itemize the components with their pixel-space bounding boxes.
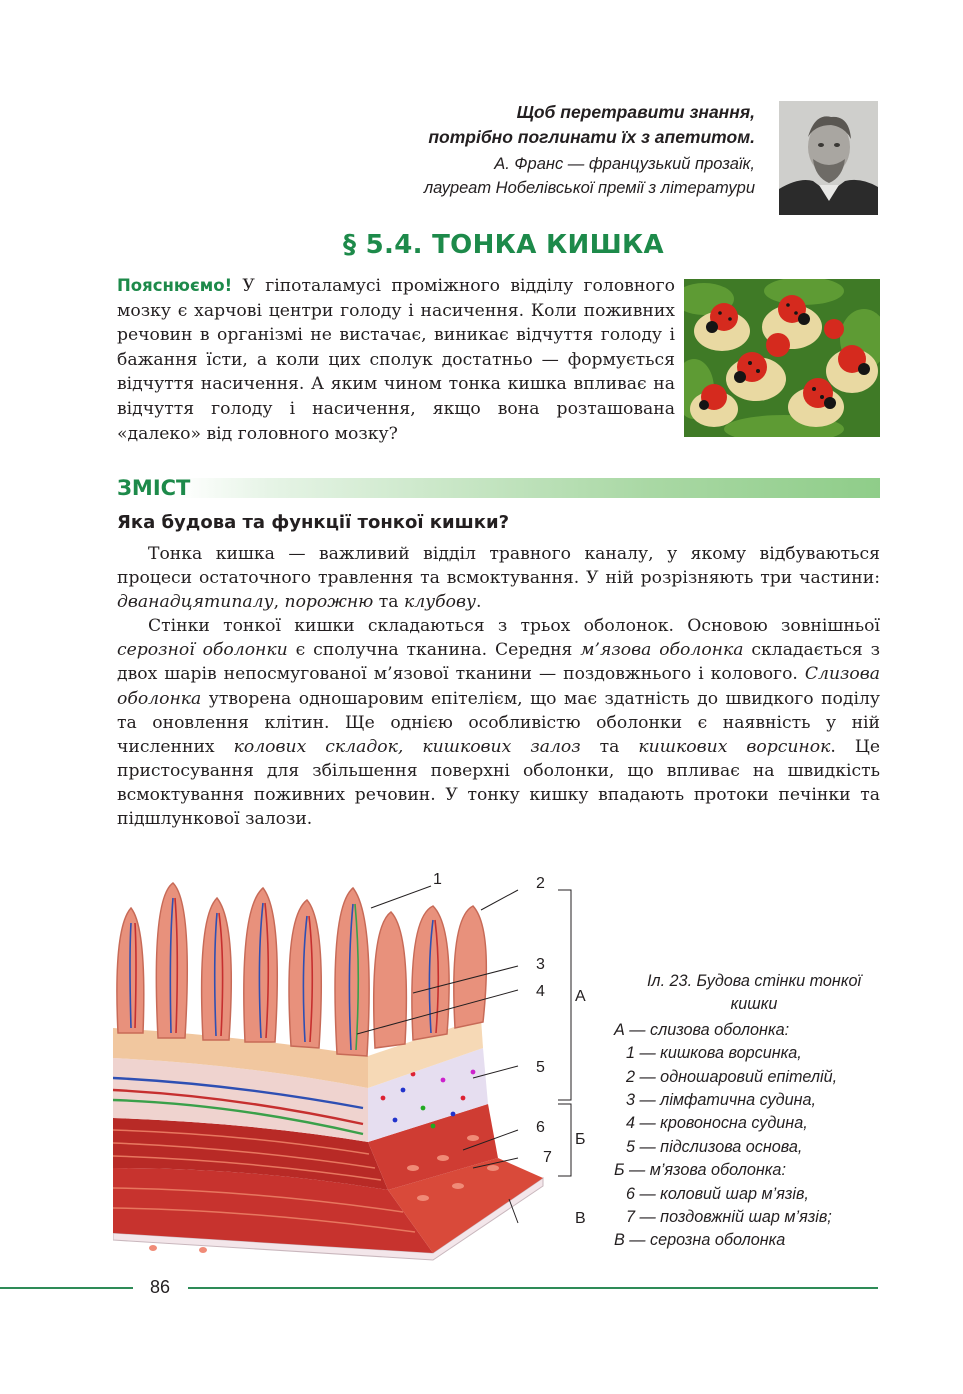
intro-text: У гіпоталамусі проміжного відділу головного мозку є харчові центри голоду і насичення. Коли поживних речовин в організмі не вистачає, виникає відчуття голоду і бажання їсти, а коли цих сполук достатньо — формується відчуття насичення. А яким чином тонка кишка впливає на відчуття голоду і насичення, якщо вона розташована «далеко» від головного мозку? (117, 276, 675, 444)
paragraph-1: Тонка кишка — важливий відділ травного каналу, у якому відбуваються процеси остаточного травлення та всмоктування. У ній розрізняють три частини: дванадцятипалу, порожню та клубову. (117, 544, 880, 613)
caption-a4: 4 — кровоносна судина, (626, 1114, 808, 1133)
epigraph-quote-line2: потрібно поглинати їх з апетитом. (428, 127, 755, 147)
figure-caption (614, 970, 894, 1253)
caption-v: В — серозна оболонка (614, 1231, 786, 1250)
epigraph-author-line2: лауреат Нобелівської премії з літератури (423, 179, 755, 197)
footer-rule-left (0, 1287, 133, 1289)
caption-title-line1: Іл. 23. Будова стінки тонкої (646, 972, 862, 990)
caption-b6: 6 — коловий шар м’язів, (626, 1184, 809, 1203)
figure-group-v: В (575, 1210, 586, 1227)
figure-label-2: 2 (536, 875, 545, 892)
caption-b: Б — м’язова оболонка: (614, 1161, 786, 1180)
caption-a3: 3 — лімфатична судина, (626, 1091, 816, 1110)
caption-title-line2: кишки (730, 995, 778, 1014)
intestine-wall-illustration (113, 868, 591, 1263)
footer-rule-right (188, 1287, 878, 1289)
intro-paragraph (117, 274, 675, 446)
caption-a: А — слизова оболонка: (614, 1020, 790, 1039)
page-number: 86 (150, 1277, 171, 1297)
figure-label-6: 6 (536, 1119, 545, 1136)
ladybug-salad-image (684, 279, 880, 437)
figure-label-4: 4 (536, 983, 545, 1000)
figure-label-3: 3 (536, 956, 545, 973)
figure-label-5: 5 (536, 1059, 545, 1076)
section-bar (117, 478, 880, 498)
paragraph-2: Стінки тонкої кишки складаються з трьох оболонок. Основою зовнішньої серозної оболонки є сполучна тканина. Середня м’язова оболонка складається з двох шарів непосмугованої м’язової тканини — поздовжнього і колового. Слизова оболонка утворена одношаровим епітелієм, що має здатність до швидкого поділу та оновлення клітин. Ще однією особливістю оболонки є наявність у ній численних колових складок, кишкових залоз та кишкових ворсинок. Це пристосування для збільшення поверхні оболонки, що впливає на швидкість всмоктування поживних речовин. У тонку кишку впадають протоки печінки та підшлункової залози. (117, 616, 881, 830)
figure-label-1: 1 (433, 871, 442, 888)
author-portrait-image (779, 101, 878, 215)
epigraph-author-line1: А. Франс — французький прозаїк, (494, 155, 755, 173)
epigraph (275, 100, 755, 200)
question-heading: Яка будова та функції тонкої кишки? (117, 512, 510, 533)
page-title: § 5.4. ТОНКА КИШКА (343, 230, 664, 260)
caption-a1: 1 — кишкова ворсинка, (626, 1044, 802, 1063)
figure-group-b: Б (575, 1131, 586, 1148)
body-text (117, 542, 880, 831)
caption-b7: 7 — поздовжній шар м’язів; (626, 1208, 832, 1227)
epigraph-quote-line1: Щоб перетравити знання, (516, 102, 755, 122)
caption-a5: 5 — підслизова основа, (626, 1137, 803, 1156)
section-heading: ЗМІСТ (117, 476, 191, 500)
figure-group-a: А (575, 988, 586, 1005)
figure-label-7: 7 (543, 1149, 552, 1166)
intro-lead: Пояснюємо! (117, 276, 233, 295)
caption-a2: 2 — одношаровий епітелій, (626, 1067, 838, 1086)
